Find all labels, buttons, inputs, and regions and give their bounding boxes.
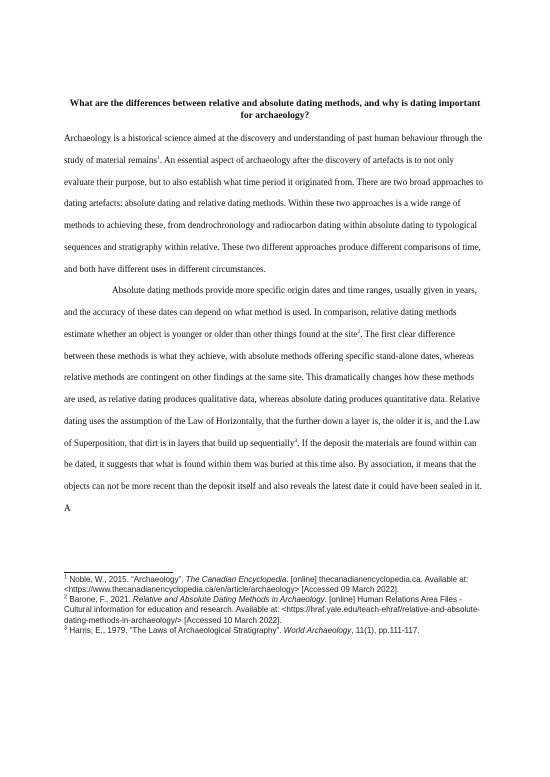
footnote-reference[interactable]: 3 [294, 437, 298, 444]
paragraph-introduction [64, 128, 486, 280]
footnote-item [64, 575, 486, 595]
document-title: What are the differences between relative and absolute dating methods, and why is dating important for archaeology? [69, 98, 481, 121]
footnote-text: Harris, E., 1979. “The Laws of Archaeological Stratigraphy”. [67, 625, 284, 635]
footnote-source-title: World Archaeology [283, 625, 352, 635]
paragraph-text: Absolute dating methods provide more specific origin dates and time ranges, usually given in years, and the accuracy of these dates can depend on what method is used. In comparison, relative dating methods estimate whether an object is younger or older than other things found at the site [64, 285, 477, 339]
footnote-item [64, 626, 486, 636]
footnote-text: Noble, W., 2015. “Archaeology”. [67, 575, 186, 584]
paragraph-comparison [64, 280, 486, 519]
footnote-text: Barone, F., 2021. [67, 595, 133, 605]
footnote-text: . [online] thecanadianencyclopedia.ca. Available at: <https://www.thecanadianencyclopedia.ca/en/article/archaeology> [Accessed 09 March 2022]. [64, 575, 469, 595]
footnote-item [64, 595, 486, 625]
footnotes [64, 575, 486, 636]
paragraph-text: . An essential aspect of archaeology after the discovery of artefacts is to not only evaluate their purpose, but to also establish what time period it originated from. There are two broad approaches to dating artefacts: absolute dating and relative dating methods. Within these two approaches is a wide range of methods to achieving these, from dendrochronology and radiocarbon dating within absolute dating to typological sequences and stratigraphy within relative. These two different approaches produce different comparisons of time, and both have different uses in different circumstances. [64, 154, 483, 274]
footnote-number: 2 [64, 594, 68, 601]
footnote-number: 1 [64, 574, 68, 581]
footnote-text: . [online] Human Relations Area Files - Cultural information for education and research. Available at: <https://hraf.yale.edu/teach-ehraf/relative-and-absolute-dating-methods-in-archaeology/> [Accessed 10 March 2022]. [64, 595, 481, 625]
footnote-source-title: Relative and Absolute Dating Methods in Archaeology [132, 595, 325, 605]
paragraph-text: Archaeology is a historical science aimed at the discovery and understanding of past human behaviour through the study of material remains [64, 133, 483, 165]
paragraph-text: . The first clear difference between these methods is what they achieve, with absolute methods offering specific stand-alone dates, whereas relative methods are contingent on other findings at the same site. This dramatically changes how these methods are used, as relative dating produces qualitative data, whereas absolute dating produces quantitative data. Relative dating uses the assumption of the Law of Horizontally, that the further down a layer is, the older it is, and the Law of Superposition, that dirt is in layers that build up sequentially [64, 328, 481, 448]
paragraph-text: . If the deposit the materials are found within can be dated, it suggests that what is found within them was buried at this time also. By association, it means that the objects can not be more recent than the deposit itself and also reveals the latest date it could have been sealed in it. A [64, 437, 482, 513]
footnote-number: 3 [64, 625, 68, 632]
footnote-reference[interactable]: 1 [157, 154, 160, 161]
footnote-reference[interactable]: 2 [357, 328, 361, 335]
footnote-source-title: The Canadian Encyclopedia [185, 575, 287, 584]
document-body [64, 128, 486, 520]
footnote-separator [64, 572, 173, 573]
footnote-text: , 11(1), pp.111-117. [351, 625, 420, 635]
